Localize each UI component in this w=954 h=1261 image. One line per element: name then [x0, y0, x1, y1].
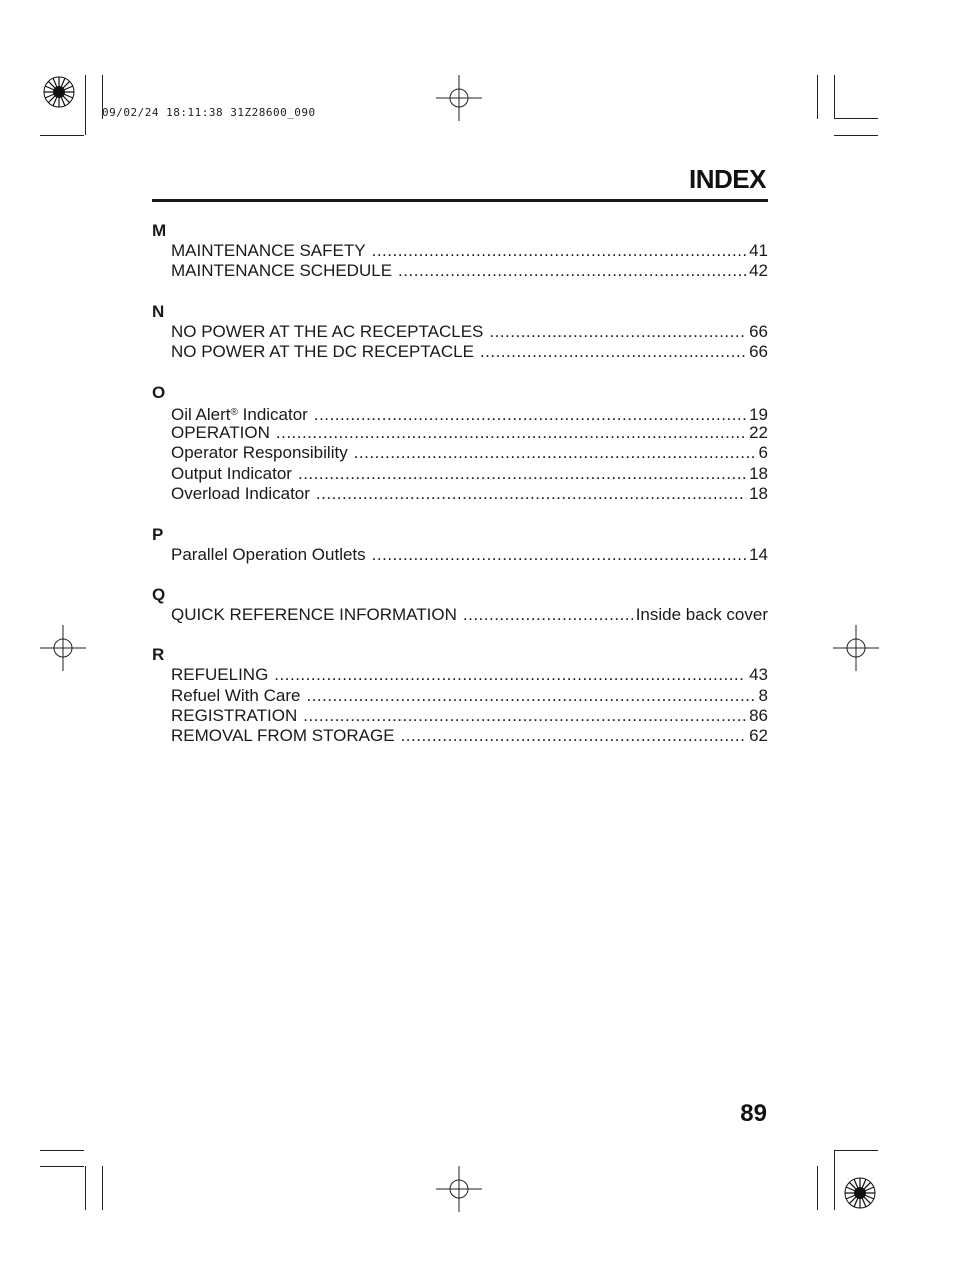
entry-page: 14	[749, 544, 768, 564]
registration-target-icon	[843, 1176, 877, 1210]
index-entry	[152, 605, 768, 625]
entry-page: 19	[749, 404, 768, 424]
entry-term: NO POWER AT THE AC RECEPTACLES	[171, 321, 484, 341]
dot-leader	[489, 322, 746, 342]
index-entry	[152, 241, 768, 261]
entry-page: 66	[749, 342, 768, 362]
entry-term	[171, 403, 314, 425]
index-entry	[152, 464, 768, 484]
entry-term: OPERATION	[171, 422, 270, 442]
entry-term: REMOVAL FROM STORAGE	[171, 726, 395, 746]
dot-leader	[372, 545, 746, 565]
entry-page: Inside back cover	[635, 604, 768, 624]
page-title: INDEX	[689, 164, 766, 194]
dot-leader	[276, 423, 746, 443]
dot-leader	[480, 342, 746, 362]
dot-leader	[316, 484, 746, 504]
index-section-r	[152, 645, 768, 747]
crosshair-icon	[40, 625, 86, 671]
index-entry	[152, 665, 768, 685]
print-slug: 09/02/24 18:11:38 31Z28600_090	[102, 106, 316, 119]
dot-leader	[463, 605, 633, 625]
dot-leader	[401, 726, 747, 746]
section-letter: O	[152, 382, 166, 402]
entry-term: QUICK REFERENCE INFORMATION	[171, 604, 457, 624]
page-number: 89	[740, 1100, 767, 1127]
entry-page: 6	[758, 443, 768, 463]
index-entry	[152, 726, 768, 746]
entry-term: NO POWER AT THE DC RECEPTACLE	[171, 342, 474, 362]
entry-page: 22	[749, 422, 768, 442]
entry-page: 18	[749, 484, 768, 504]
entry-term: Operator Responsibility	[171, 443, 348, 463]
title-rule	[152, 199, 768, 202]
entry-term: MAINTENANCE SCHEDULE	[171, 261, 393, 281]
section-letter: R	[152, 645, 165, 665]
entry-term: Overload Indicator	[171, 484, 310, 504]
index-section-p	[152, 525, 768, 565]
index-entry	[152, 686, 768, 706]
entry-term: REGISTRATION	[171, 706, 298, 726]
registered-mark: ®	[230, 406, 238, 418]
entry-term: Refuel With Care	[171, 685, 301, 705]
dot-leader	[298, 464, 746, 484]
entry-term-suffix: Indicator	[242, 404, 308, 424]
index-section-q	[152, 585, 768, 625]
index-entry	[152, 484, 768, 504]
entry-term: REFUELING	[171, 665, 269, 685]
dot-leader	[354, 443, 756, 463]
index-entry	[152, 403, 768, 423]
entry-page: 43	[749, 665, 768, 685]
entry-term: Output Indicator	[171, 463, 292, 483]
entry-page: 18	[749, 463, 768, 483]
entry-page: 62	[749, 726, 768, 746]
entry-page: 42	[749, 261, 768, 281]
index-entry	[152, 261, 768, 281]
crosshair-icon	[436, 1166, 482, 1212]
index-section-o	[152, 383, 768, 505]
entry-page: 66	[749, 321, 768, 341]
entry-page: 41	[749, 241, 768, 260]
index-entry	[152, 545, 768, 565]
registration-target-icon	[42, 75, 76, 109]
section-letter: P	[152, 524, 164, 544]
entry-term: MAINTENANCE SAFETY	[171, 241, 366, 260]
entry-page: 8	[758, 685, 768, 705]
dot-leader	[303, 706, 746, 726]
index-entry	[152, 322, 768, 342]
crosshair-icon	[833, 625, 879, 671]
entry-page: 86	[749, 706, 768, 726]
index-list	[152, 221, 768, 767]
index-section-m	[152, 221, 768, 282]
dot-leader	[398, 261, 746, 281]
entry-term-text: Oil Alert	[171, 404, 231, 424]
index-entry	[152, 443, 768, 463]
index-entry	[152, 423, 768, 443]
dot-leader	[372, 241, 746, 261]
section-letter: Q	[152, 584, 166, 604]
section-letter: M	[152, 221, 167, 240]
dot-leader	[314, 405, 746, 425]
section-letter: N	[152, 301, 165, 321]
index-section-n	[152, 302, 768, 363]
index-entry	[152, 706, 768, 726]
entry-term: Parallel Operation Outlets	[171, 544, 366, 564]
index-entry	[152, 342, 768, 362]
crosshair-icon	[436, 75, 482, 121]
dot-leader	[306, 686, 755, 706]
dot-leader	[274, 665, 746, 685]
